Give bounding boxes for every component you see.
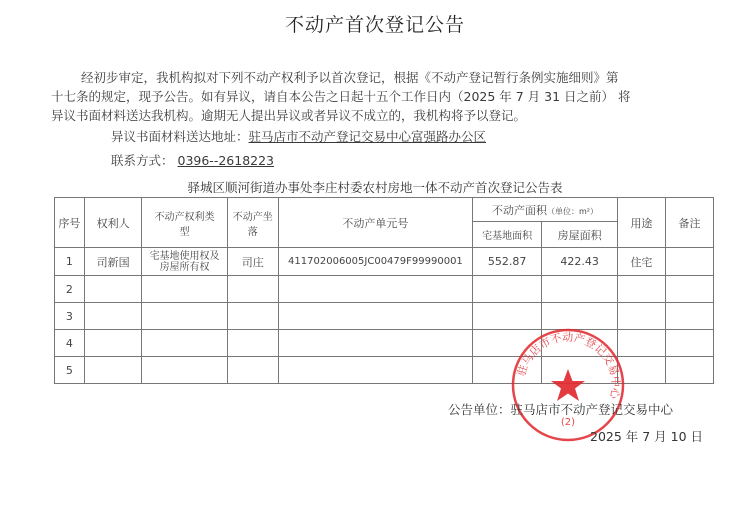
cell-seq: 1 bbox=[55, 248, 85, 276]
cell-remark bbox=[665, 357, 713, 384]
table-row bbox=[55, 276, 714, 303]
cell-owner bbox=[84, 330, 142, 357]
table-header-row bbox=[55, 198, 714, 222]
header-house-area: 房屋面积 bbox=[542, 222, 618, 248]
cell-usage: 住宅 bbox=[617, 248, 665, 276]
header-rights-type: 不动产权利类型 bbox=[142, 198, 227, 248]
cell-rights-type bbox=[142, 357, 227, 384]
cell-unit-no bbox=[278, 276, 472, 303]
cell-land-area bbox=[472, 303, 541, 330]
cell-location bbox=[227, 303, 278, 330]
cell-land-area bbox=[472, 276, 541, 303]
contact-label: 联系方式： bbox=[111, 153, 174, 168]
publisher bbox=[448, 400, 673, 418]
publisher-label: 公告单位： bbox=[448, 402, 511, 417]
cell-unit-no bbox=[278, 357, 472, 384]
official-seal bbox=[510, 327, 626, 443]
header-location: 不动产坐落 bbox=[227, 198, 278, 248]
table-row bbox=[55, 303, 714, 330]
cell-unit-no: 411702006005JC00479F99990001 bbox=[278, 248, 472, 276]
intro-paragraph bbox=[51, 68, 711, 125]
publish-date: 2025 年 7 月 10 日 bbox=[590, 429, 704, 444]
cell-rights-type bbox=[142, 276, 227, 303]
cell-seq: 4 bbox=[55, 330, 85, 357]
cell-location bbox=[227, 357, 278, 384]
intro-line-2: 十七条的规定，现予公告。如有异议，请自本公告之日起十五个工作日内（2025 年 7 月 31 日之前） 将 bbox=[51, 89, 631, 104]
objection-address-value: 驻马店市不动产登记交易中心富强路办公区 bbox=[248, 129, 487, 144]
header-area-label: 不动产面积 bbox=[491, 203, 547, 217]
cell-seq: 2 bbox=[55, 276, 85, 303]
intro-line-3: 异议书面材料送达我机构。逾期无人提出异议或者异议不成立的，我机构将予以登记。 bbox=[51, 108, 527, 123]
cell-remark bbox=[665, 248, 713, 276]
cell-remark bbox=[665, 330, 713, 357]
objection-address-label: 异议书面材料送达地址： bbox=[111, 129, 249, 144]
contact-info bbox=[111, 151, 274, 169]
cell-unit-no bbox=[278, 330, 472, 357]
header-unit-no: 不动产单元号 bbox=[278, 198, 472, 248]
cell-rights-type bbox=[142, 303, 227, 330]
header-seq: 序号 bbox=[55, 198, 85, 248]
cell-remark bbox=[665, 303, 713, 330]
cell-house-area bbox=[542, 276, 618, 303]
cell-owner bbox=[84, 276, 142, 303]
cell-usage bbox=[617, 276, 665, 303]
cell-seq: 3 bbox=[55, 303, 85, 330]
seal-number: (2) bbox=[560, 417, 576, 428]
header-land-area: 宅基地面积 bbox=[472, 222, 541, 248]
cell-location bbox=[227, 276, 278, 303]
header-area-unit: （单位：m²） bbox=[546, 206, 598, 216]
cell-owner bbox=[84, 357, 142, 384]
cell-seq: 5 bbox=[55, 357, 85, 384]
seal-text: 驻马店市不动产登记交易中心 bbox=[514, 330, 623, 400]
header-usage: 用途 bbox=[617, 198, 665, 248]
page-title: 不动产首次登记公告 bbox=[284, 14, 465, 36]
publisher-name: 驻马店市不动产登记交易中心 bbox=[510, 402, 674, 417]
cell-land-area: 552.87 bbox=[472, 248, 541, 276]
intro-line-1: 经初步审定，我机构拟对下列不动产权利予以首次登记，根据《不动产登记暂行条例实施细则》第 bbox=[81, 70, 619, 85]
cell-location bbox=[227, 330, 278, 357]
table-row bbox=[55, 248, 714, 276]
contact-value: 0396--2618223 bbox=[177, 153, 275, 168]
seal-star-icon bbox=[551, 369, 585, 401]
cell-location: 司庄 bbox=[227, 248, 278, 276]
cell-owner: 司新国 bbox=[84, 248, 142, 276]
header-remark: 备注 bbox=[665, 198, 713, 248]
cell-house-area: 422.43 bbox=[542, 248, 618, 276]
objection-address bbox=[111, 127, 486, 145]
cell-rights-type: 宅基地使用权及房屋所有权 bbox=[142, 248, 227, 276]
header-owner: 权利人 bbox=[84, 198, 142, 248]
cell-remark bbox=[665, 276, 713, 303]
cell-usage bbox=[617, 303, 665, 330]
cell-house-area bbox=[542, 303, 618, 330]
cell-unit-no bbox=[278, 303, 472, 330]
cell-owner bbox=[84, 303, 142, 330]
cell-rights-type bbox=[142, 330, 227, 357]
header-area bbox=[472, 198, 617, 222]
table-title: 驿城区顺河街道办事处李庄村委农村房地一体不动产首次登记公告表 bbox=[187, 180, 563, 195]
